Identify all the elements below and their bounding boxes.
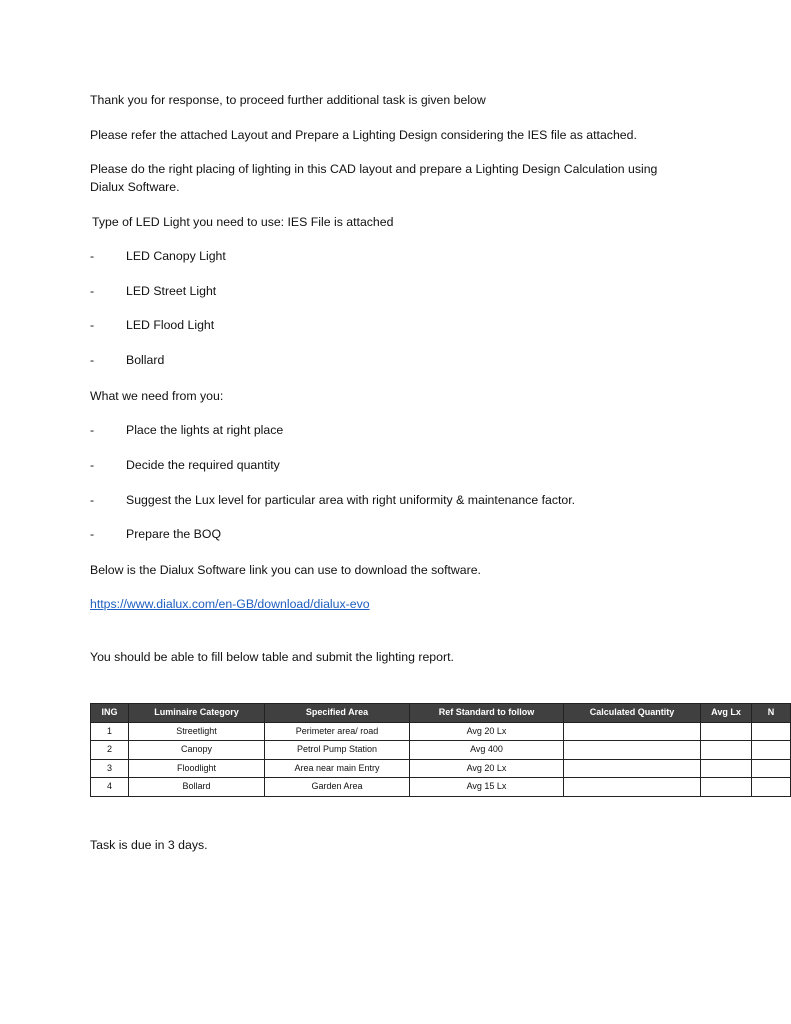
- table-cell: [564, 759, 701, 778]
- table-cell: [701, 741, 752, 760]
- dash-bullet: -: [90, 353, 95, 367]
- table-header: Specified Area: [265, 704, 410, 723]
- table-cell: Avg 20 Lx: [410, 722, 564, 741]
- table-cell: Bollard: [129, 778, 265, 797]
- table-cell: [752, 741, 791, 760]
- table-cell: Avg 400: [410, 741, 564, 760]
- refer-paragraph: Please refer the attached Layout and Prepare a Lighting Design considering the IES file as attached.: [90, 128, 637, 142]
- lighting-table-container: [90, 703, 775, 797]
- table-cell: Canopy: [129, 741, 265, 760]
- table-header: Avg Lx: [701, 704, 752, 723]
- dialux-download-link[interactable]: https://www.dialux.com/en-GB/download/dialux-evo: [90, 597, 370, 611]
- table-cell: [752, 778, 791, 797]
- intro-paragraph: Thank you for response, to proceed further additional task is given below: [90, 93, 486, 107]
- link-intro-paragraph: Below is the Dialux Software link you can use to download the software.: [90, 563, 481, 577]
- table-cell: Garden Area: [265, 778, 410, 797]
- table-cell: [701, 759, 752, 778]
- placing-paragraph: Please do the right placing of lighting in this CAD layout and prepare a Lighting Design Calculation using Dialux Software.: [90, 162, 658, 194]
- table-header: Calculated Quantity: [564, 704, 701, 723]
- dash-bullet: -: [90, 423, 95, 437]
- need-list-item-label: Suggest the Lux level for particular area with right uniformity & maintenance factor.: [126, 493, 576, 507]
- table-cell: [701, 722, 752, 741]
- dash-bullet: -: [90, 458, 95, 472]
- table-cell: 4: [91, 778, 129, 797]
- need-list-item-label: Decide the required quantity: [126, 458, 280, 472]
- table-row: [91, 722, 791, 741]
- led-list-item-label: LED Flood Light: [126, 318, 215, 332]
- table-cell: Area near main Entry: [265, 759, 410, 778]
- table-row: [91, 778, 791, 797]
- table-cell: [752, 722, 791, 741]
- table-header: ING: [91, 704, 129, 723]
- table-cell: [564, 741, 701, 760]
- table-cell: Avg 15 Lx: [410, 778, 564, 797]
- dash-bullet: -: [90, 249, 95, 263]
- table-header: Ref Standard to follow: [410, 704, 564, 723]
- table-cell: 2: [91, 741, 129, 760]
- led-list-item-label: Bollard: [126, 353, 165, 367]
- led-list-item-label: LED Canopy Light: [126, 249, 226, 263]
- table-cell: [564, 778, 701, 797]
- need-list-item-label: Place the lights at right place: [126, 423, 284, 437]
- table-row: [91, 741, 791, 760]
- table-header: Luminaire Category: [129, 704, 265, 723]
- table-cell: Petrol Pump Station: [265, 741, 410, 760]
- table-intro-paragraph: You should be able to fill below table and submit the lighting report.: [90, 650, 454, 664]
- dash-bullet: -: [90, 493, 95, 507]
- table-cell: Avg 20 Lx: [410, 759, 564, 778]
- led-type-paragraph: Type of LED Light you need to use: IES File is attached: [92, 215, 394, 229]
- lighting-table: [90, 703, 791, 797]
- dash-bullet: -: [90, 527, 95, 541]
- dash-bullet: -: [90, 318, 95, 332]
- table-cell: Floodlight: [129, 759, 265, 778]
- dash-bullet: -: [90, 284, 95, 298]
- need-list-item-label: Prepare the BOQ: [126, 527, 222, 541]
- table-cell: Streetlight: [129, 722, 265, 741]
- table-header-row: [91, 704, 791, 723]
- table-cell: 1: [91, 722, 129, 741]
- table-header: N: [752, 704, 791, 723]
- table-cell: [564, 722, 701, 741]
- need-heading: What we need from you:: [90, 389, 224, 403]
- table-cell: 3: [91, 759, 129, 778]
- table-cell: Perimeter area/ road: [265, 722, 410, 741]
- table-row: [91, 759, 791, 778]
- led-list-item-label: LED Street Light: [126, 284, 217, 298]
- due-paragraph: Task is due in 3 days.: [90, 838, 208, 852]
- table-cell: [752, 759, 791, 778]
- table-cell: [701, 778, 752, 797]
